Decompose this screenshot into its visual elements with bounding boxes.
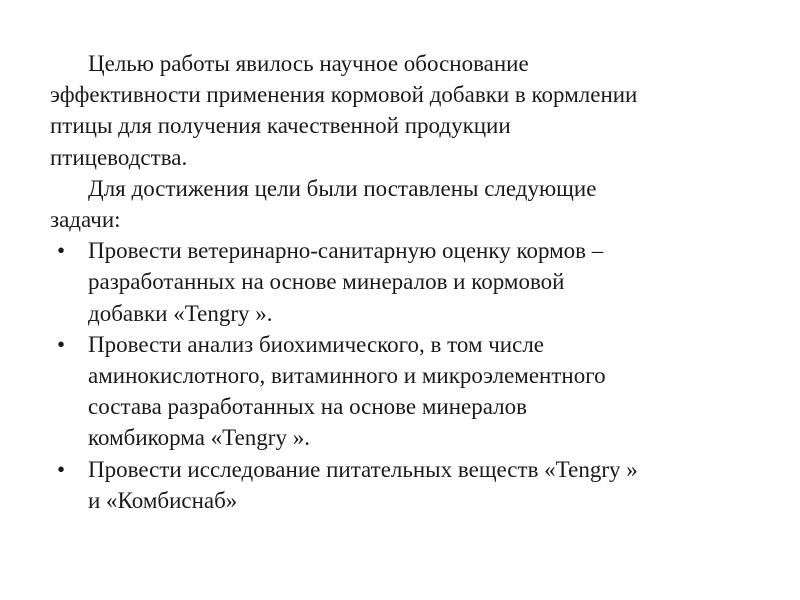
slide-text-body <box>50 48 750 516</box>
intro-line-2: эффективности применения кормовой добавки в кормлении <box>50 82 638 108</box>
intro-line-3: птицы для получения качественной продукции <box>50 113 511 139</box>
task-2-line-3: состава разработанных на основе минералов <box>88 394 527 420</box>
task-2-line-1: Провести анализ биохимического, в том числе <box>88 331 545 357</box>
task-1-line-2: разработанных на основе минералов и кормовой <box>88 269 565 295</box>
task-item-3 <box>50 454 750 485</box>
tasks-intro-line-2: задачи: <box>50 207 121 233</box>
task-item-2 <box>50 329 750 360</box>
task-2-line-4: комбикорма «Tengry ». <box>88 425 310 451</box>
task-1-line-1: Провести ветеринарно-санитарную оценку кормов – <box>88 238 604 264</box>
intro-line-1: Целью работы явилось научное обоснование <box>88 51 529 76</box>
task-3-line-1: Провести исследование питательных веществ «Tengry » <box>88 456 638 482</box>
task-2-line-2: аминокислотного, витаминного и микроэлементного <box>88 363 606 389</box>
bullet-icon: • <box>57 238 66 264</box>
intro-line-4: птицеводства. <box>50 144 188 170</box>
bullet-icon: • <box>57 331 66 357</box>
tasks-intro-line-1: Для достижения цели были поставлены следующие <box>88 175 597 201</box>
bullet-icon: • <box>57 456 66 482</box>
task-item-1 <box>50 235 750 266</box>
task-1-line-3: добавки «Tengry ». <box>88 300 273 326</box>
task-3-line-2: и «Комбиснаб» <box>88 487 238 513</box>
